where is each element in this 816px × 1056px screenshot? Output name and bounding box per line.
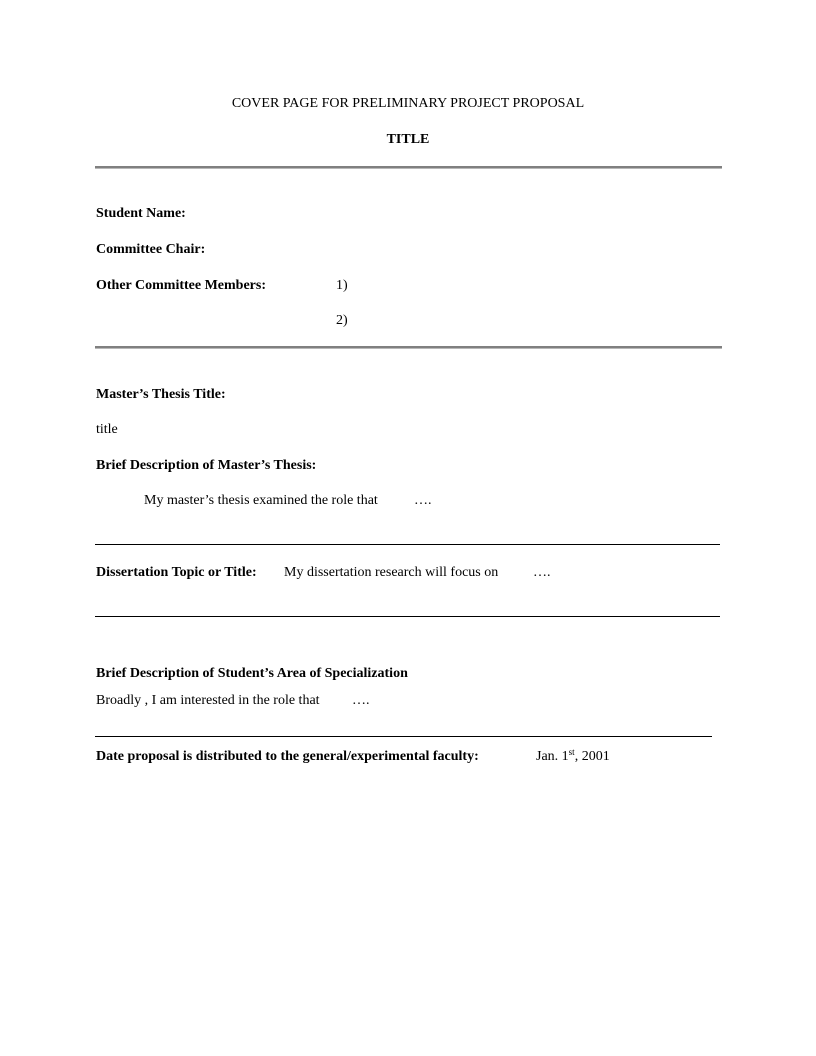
member-1-marker: 1) <box>336 278 348 293</box>
specialization-label: Brief Description of Student’s Area of Specialization <box>96 666 408 681</box>
other-members-label: Other Committee Members: <box>96 278 267 293</box>
divider-middle <box>95 346 722 349</box>
divider-top <box>95 166 722 169</box>
document-heading: COVER PAGE FOR PRELIMINARY PROJECT PROPOSAL <box>231 96 585 111</box>
dissertation-ellipsis: …. <box>533 565 551 580</box>
dissertation-label: Dissertation Topic or Title: <box>96 565 257 580</box>
thesis-title-value: title <box>96 422 118 437</box>
specialization-text: Broadly , I am interested in the role that <box>96 693 320 708</box>
thesis-description-ellipsis: …. <box>414 493 432 508</box>
distribution-date-prefix: Jan. 1 <box>536 749 569 764</box>
dissertation-text: My dissertation research will focus on <box>284 565 499 580</box>
student-name-label: Student Name: <box>96 206 186 221</box>
thesis-description-text: My master’s thesis examined the role that <box>144 493 378 508</box>
thesis-description-label: Brief Description of Master’s Thesis: <box>96 458 317 473</box>
dissertation-rule <box>95 616 720 617</box>
thesis-title-label: Master’s Thesis Title: <box>96 387 226 402</box>
distribution-date-suffix: , 2001 <box>574 749 610 764</box>
member-2-marker: 2) <box>336 313 348 328</box>
distribution-date-value <box>536 749 610 765</box>
specialization-rule <box>95 736 712 737</box>
committee-chair-label: Committee Chair: <box>96 242 206 257</box>
thesis-description-rule <box>95 544 720 545</box>
distribution-date-ordinal: st <box>568 747 575 757</box>
specialization-ellipsis: …. <box>352 693 370 708</box>
document-title: TITLE <box>386 132 430 147</box>
distribution-date-label: Date proposal is distributed to the general/experimental faculty: <box>96 749 479 764</box>
